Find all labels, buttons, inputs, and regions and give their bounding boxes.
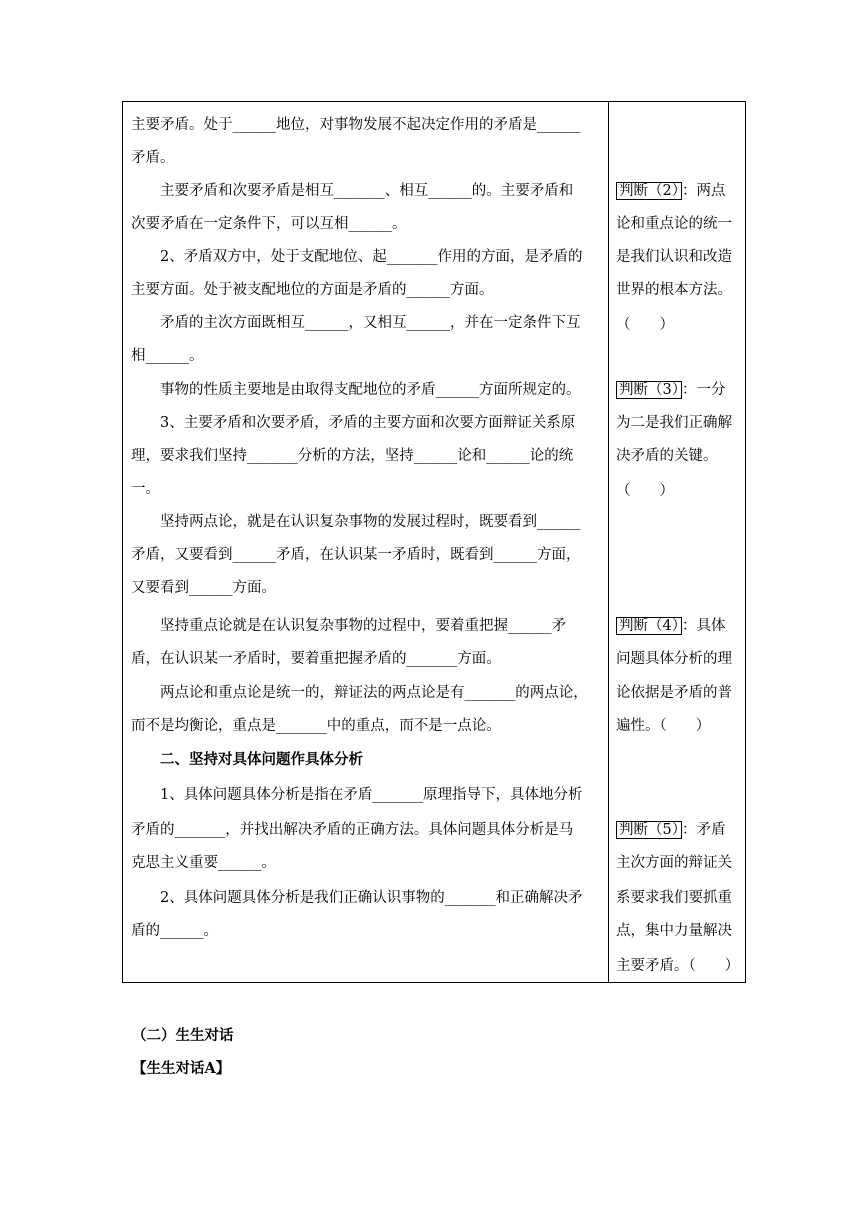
text-line: 又要看到______方面。: [131, 580, 276, 596]
section-heading: 二、坚持对具体问题作具体分析: [160, 751, 363, 768]
text-line: 主次方面的辩证关: [616, 855, 732, 871]
text-line: 克思主义重要______。: [131, 855, 276, 871]
text-line: 而不是均衡论，重点是_______中的重点，而不是一点论。: [131, 718, 501, 734]
judgement-label: 判断（5）: [616, 821, 682, 839]
text-line: 主要矛盾和次要矛盾是相互_______、相互______的。主要矛盾和: [160, 183, 574, 199]
text-line: 矛盾的主次方面既相互______，又相互______，并在一定条件下互: [160, 315, 581, 331]
judgement-4: 判断（4） ：具体: [616, 616, 725, 636]
text-line: 坚持两点论，就是在认识复杂事物的发展过程时，既要看到______: [160, 514, 581, 530]
text-line: 盾的______。: [131, 923, 218, 939]
text-line: 一。: [131, 481, 160, 497]
subsection-title: 【生生对话A】: [132, 1060, 231, 1077]
text-line: 1、具体问题具体分析是指在矛盾_______原理指导下，具体地分析: [160, 787, 583, 803]
text-line: 主要方面。处于被支配地位的方面是矛盾的______方面。: [131, 282, 494, 298]
text-line: 遍性。（ ）: [616, 718, 711, 734]
text-line: 坚持重点论就是在认识复杂事物的过程中，要着重把握______矛: [160, 618, 566, 634]
column-divider: [608, 102, 609, 982]
answer-blank: （ ）: [616, 317, 674, 333]
section-title: （二）生生对话: [132, 1027, 234, 1044]
text-line: 系要求我们要抓重: [616, 890, 732, 906]
text-line: 论和重点论的统一: [616, 216, 732, 232]
study-table: [122, 101, 746, 983]
text-line: 决矛盾的关键。: [616, 448, 718, 464]
text-line: 次要矛盾在一定条件下，可以互相______。: [131, 216, 407, 232]
judgement-label: 判断（3）: [616, 381, 682, 399]
text-line: 2、具体问题具体分析是我们正确认识事物的_______和正确解决矛: [160, 890, 583, 906]
text-line: 矛盾。: [131, 150, 175, 166]
text-line: 相______。: [131, 348, 204, 364]
judgement-2: 判断（2） ：两点: [616, 181, 725, 201]
text-line: 世界的根本方法。: [616, 282, 732, 298]
text-line: 问题具体分析的理: [616, 651, 732, 667]
text-line: 为二是我们正确解: [616, 415, 732, 431]
text-line: 矛盾的_______，并找出解决矛盾的正确方法。具体问题具体分析是马: [131, 822, 574, 838]
text-line: 理，要求我们坚持_______分析的方法，坚持______论和______论的统: [131, 448, 574, 464]
judgement-label: 判断（2）: [616, 182, 682, 200]
text-line: 2、矛盾双方中，处于支配地位、起_______作用的方面，是矛盾的: [160, 249, 583, 265]
text-line: 事物的性质主要地是由取得支配地位的矛盾______方面所规定的。: [160, 382, 581, 398]
text-line: 主要矛盾。处于______地位，对事物发展不起决定作用的矛盾是______: [131, 117, 581, 133]
judgement-5: 判断（5） ：矛盾: [616, 820, 725, 840]
judgement-label: 判断（4）: [616, 617, 682, 635]
text-line: 论依据是矛盾的普: [616, 685, 732, 701]
text-line: 主要矛盾。（ ）: [616, 958, 740, 974]
text-line: 两点论和重点论是统一的，辩证法的两点论是有_______的两点论，: [160, 685, 588, 701]
answer-blank: （ ）: [616, 483, 674, 499]
text-line: 是我们认识和改造: [616, 249, 732, 265]
text-line: 矛盾，又要看到______矛盾，在认识某一矛盾时，既看到______方面，: [131, 547, 581, 563]
text-line: 3、主要矛盾和次要矛盾，矛盾的主要方面和次要方面辩证关系原: [160, 415, 576, 431]
text-line: 点，集中力量解决: [616, 923, 732, 939]
text-line: 盾，在认识某一矛盾时，要着重把握矛盾的_______方面。: [131, 651, 501, 667]
judgement-3: 判断（3） ：一分: [616, 380, 725, 400]
